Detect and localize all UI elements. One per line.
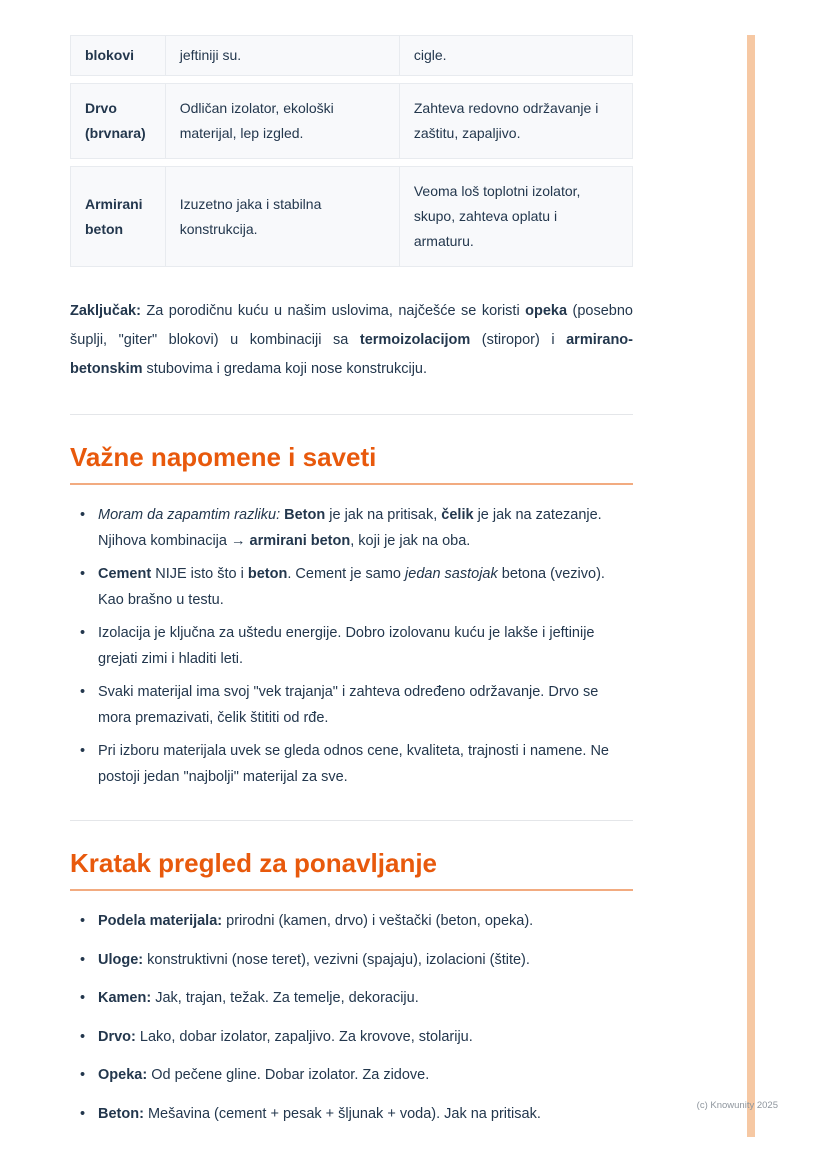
section-divider <box>70 820 633 821</box>
table-cell-cons <box>400 167 632 266</box>
summary-list <box>70 909 633 1127</box>
notes-list <box>70 503 633 790</box>
page-edge-accent-bar <box>747 35 755 1137</box>
cell-text: Veoma loš toplotni izolator, skupo, zahteva oplatu i armaturu. <box>413 183 581 249</box>
list-item: • Izolacija je ključna za uštedu energije. Dobro izolovanu kuću je lakše i jeftinije grejati zimi i hladiti leti. <box>70 621 633 672</box>
cell-text: jeftiniji su. <box>179 47 242 63</box>
list-item: • Svaki materijal ima svoj "vek trajanja" i zahteva određeno održavanje. Drvo se mora premazivati, čelik štititi od rđe. <box>70 680 633 731</box>
materials-table <box>70 35 633 267</box>
table-row <box>70 35 633 76</box>
section2-title: Kratak pregled za ponavljanje <box>70 848 438 878</box>
cell-text: blokovi <box>85 47 135 63</box>
document-content <box>70 35 633 1140</box>
conclusion-paragraph: Zaključak: Za porodičnu kuću u našim uslovima, najčešće se koristi opeka (posebno šuplji, "giter" blokovi) u kombinaciji sa termoizolacijom (stiropor) i armirano-betonskim stubovima i gredama koji nose konstrukciju. <box>70 303 633 377</box>
list-item: • Moram da zapamtim razliku: Beton je jak na pritisak, čelik je jak na zatezanje. Njihova kombinacija → armirani beton, koji je jak na oba. <box>70 503 633 554</box>
section-divider <box>70 414 633 415</box>
table-row <box>70 166 633 267</box>
list-item: • Podela materijala: prirodni (kamen, drvo) i veštački (beton, opeka). <box>70 909 633 935</box>
cell-text: cigle. <box>413 47 447 63</box>
list-item: • Pri izboru materijala uvek se gleda odnos cene, kvaliteta, trajnosti i namene. Ne postoji jedan "najbolji" materijal za sve. <box>70 739 633 790</box>
table-cell-cons <box>400 36 632 75</box>
cell-text: Drvo (brvnara) <box>85 100 146 141</box>
list-item: • Drvo: Lako, dobar izolator, zapaljivo. Za krovove, stolariju. <box>70 1025 633 1051</box>
table-cell-material <box>71 167 166 266</box>
table-row <box>70 83 633 159</box>
table-cell-pros <box>166 167 400 266</box>
cell-text: Armirani beton <box>85 195 143 237</box>
copyright-footer: (c) Knowunity 2025 <box>696 1100 778 1111</box>
section1-title: Važne napomene i saveti <box>70 442 377 472</box>
title-underline <box>70 889 633 891</box>
list-item: • Beton: Mešavina (cement + pesak + šljunak + voda). Jak na pritisak. <box>70 1102 633 1128</box>
cell-text: Izuzetno jaka i stabilna konstrukcija. <box>179 195 322 237</box>
list-item: • Opeka: Od pečene gline. Dobar izolator. Za zidove. <box>70 1063 633 1089</box>
cell-text: Odličan izolator, ekološki materijal, lep izgled. <box>179 100 334 141</box>
table-cell-material <box>71 36 166 75</box>
table-cell-material <box>71 84 166 158</box>
table-cell-pros <box>166 36 400 75</box>
list-item: • Kamen: Jak, trajan, težak. Za temelje, dekoraciju. <box>70 986 633 1012</box>
table-cell-pros <box>166 84 400 158</box>
cell-text: Zahteva redovno održavanje i zaštitu, zapaljivo. <box>413 100 599 141</box>
table-cell-cons <box>400 84 632 158</box>
title-underline <box>70 483 633 485</box>
list-item: • Cement NIJE isto što i beton. Cement je samo jedan sastojak betona (vezivo). Kao brašno u testu. <box>70 562 633 613</box>
list-item: • Uloge: konstruktivni (nose teret), vezivni (spajaju), izolacioni (štite). <box>70 948 633 974</box>
